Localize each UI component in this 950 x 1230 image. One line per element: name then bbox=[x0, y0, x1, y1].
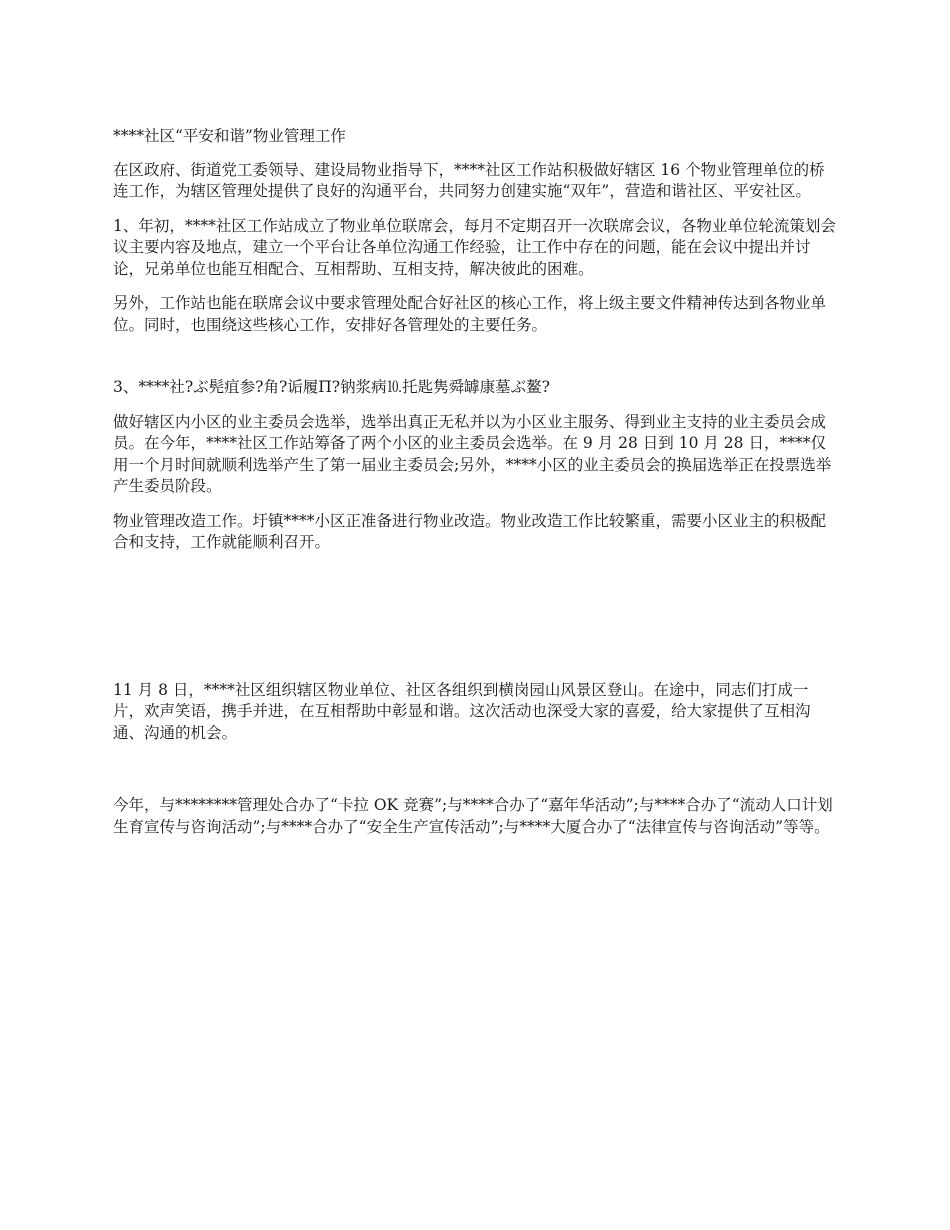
paragraph-joint-events: 今年，与********管理处合办了“卡拉 OK 竞赛”;与****合办了“嘉年华活动”;与****合办了“流动人口计划生育宣传与咨询活动”;与****合办了“安全生产宣传活动”;与****大厦合办了“法律宣传与咨询活动”等等。 bbox=[113, 796, 833, 836]
document-title: ****社区“平安和谐”物业管理工作 bbox=[113, 127, 346, 145]
spacer bbox=[113, 567, 838, 680]
paragraph-hiking: 11 月 8 日，****社区组织辖区物业单位、社区各组织到横岗园山风景区登山。在途中，同志们打成一片，欢声笑语，携手并进，在互相帮助中彰显和谐。这次活动也深受大家的喜爱，给大家提供了互相沟通、沟通的机会。 bbox=[113, 680, 811, 742]
paragraph-additionally: 另外，工作站也能在联席会议中要求管理处配合好社区的核心工作，将上级主要文件精神传达到各物业单位。同时，也围绕这些核心工作，安排好各管理处的主要任务。 bbox=[113, 294, 827, 334]
paragraph-renovation: 物业管理改造工作。圩镇****小区正准备进行物业改造。物业改造工作比较繁重，需要小区业主的积极配合和支持，工作就能顺利召开。 bbox=[113, 511, 827, 551]
spacer bbox=[113, 349, 838, 377]
paragraph-section-3-heading: 3、****社?ぶ髡疽参?角?诟履Π?钠浆病⒑托匙隽舜罅康墓ぶ鳌? bbox=[113, 378, 550, 396]
document-body bbox=[113, 126, 838, 851]
spacer bbox=[113, 757, 838, 795]
paragraph-owners-committee: 做好辖区内小区的业主委员会选举，选举出真正无私并以为小区业主服务、得到业主支持的业主委员会成员。在今年，****社区工作站筹备了两个小区的业主委员会选举。在 9 月 28 日到 10 月 28 日，****仅用一个月时间就顺利选举产生了第一届业主委员会;另外，****小区的业主委员会的换届选举正在投票选举产生委员阶段。 bbox=[113, 412, 832, 495]
paragraph-joint-meeting: 1、年初，****社区工作站成立了物业单位联席会，每月不定期召开一次联席会议，各物业单位轮流策划会议主要内容及地点，建立一个平台让各单位沟通工作经验，让工作中存在的问题，能在会议中提出并讨论，兄弟单位也能互相配合、互相帮助、互相支持，解决彼此的困难。 bbox=[113, 216, 836, 278]
paragraph-intro: 在区政府、街道党工委领导、建设局物业指导下，****社区工作站积极做好辖区 16 个物业管理单位的桥连工作，为辖区管理处提供了良好的沟通平台，共同努力创建实施“双年”，营造和谐社区、平安社区。 bbox=[113, 160, 825, 200]
